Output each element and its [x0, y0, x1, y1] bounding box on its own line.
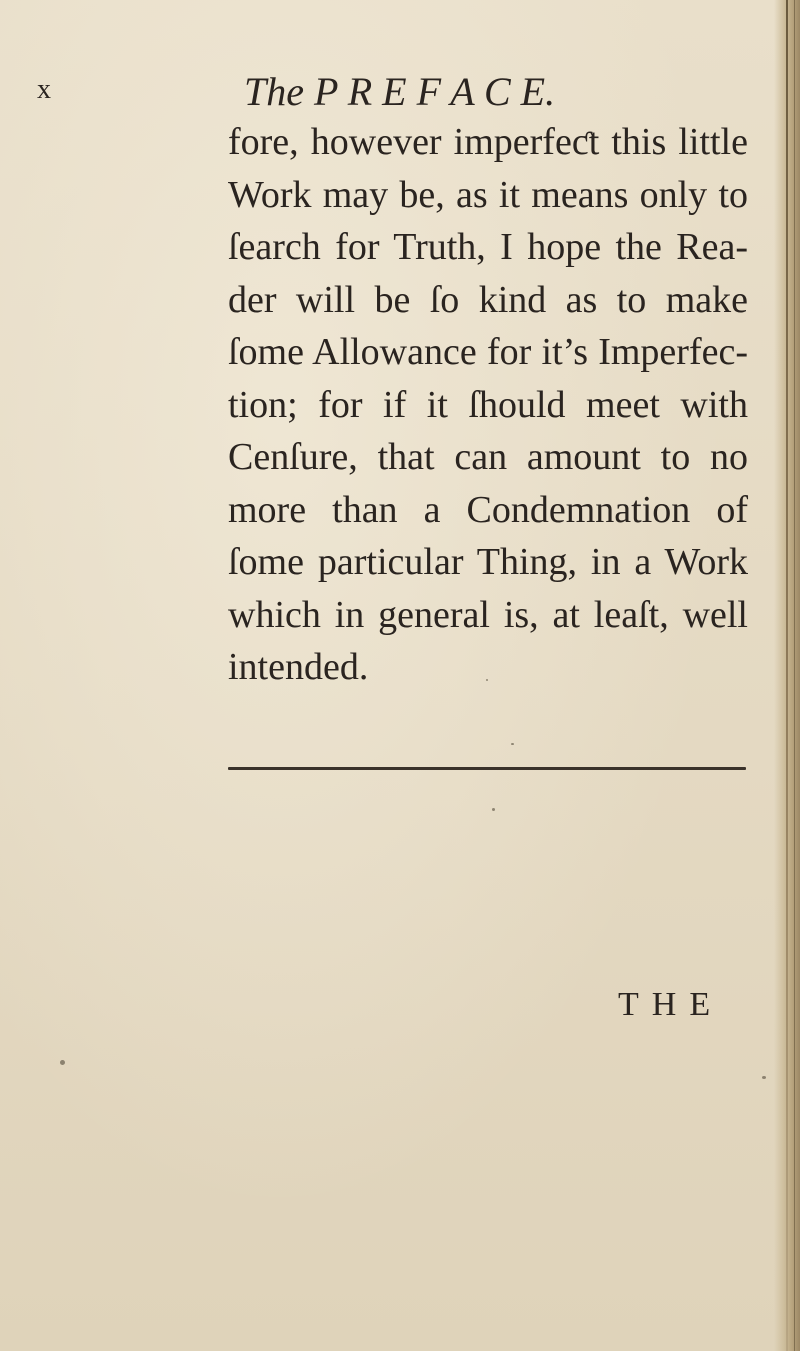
paper-speck [486, 679, 488, 681]
page-number: x [37, 74, 52, 105]
text-line: Cenſure, that can amount to no [228, 436, 748, 478]
running-head: The P R E F A C E. [244, 69, 556, 114]
catchword: THE [618, 986, 724, 1023]
paper-speck [511, 743, 514, 745]
preface-text [228, 116, 748, 694]
text-line: Work may be, as it means only to [228, 173, 748, 216]
page-edge-line [786, 0, 788, 1351]
section-rule [228, 767, 746, 770]
text-line-last: intended. [228, 646, 369, 688]
text-line: ſome particular Thing, in a Work [228, 541, 748, 583]
paper-speck [762, 1076, 766, 1079]
text-line: more than a Condemnation of [228, 488, 748, 531]
text-line: ſome Allowance for it’s Imperfec- [228, 331, 748, 373]
paper-speck [60, 1060, 65, 1065]
text-line: ſearch for Truth, I hope the Rea- [228, 226, 748, 268]
text-line: fore, however imperfeƈt this little [228, 121, 748, 163]
page-edge-line-outer [794, 0, 795, 1351]
text-line: der will be ſo kind as to make [228, 278, 748, 321]
text-line: tion; for if it ſhould meet with [228, 383, 748, 426]
text-line: which in general is, at leaſt, well [228, 593, 748, 636]
paper-speck [492, 808, 495, 811]
